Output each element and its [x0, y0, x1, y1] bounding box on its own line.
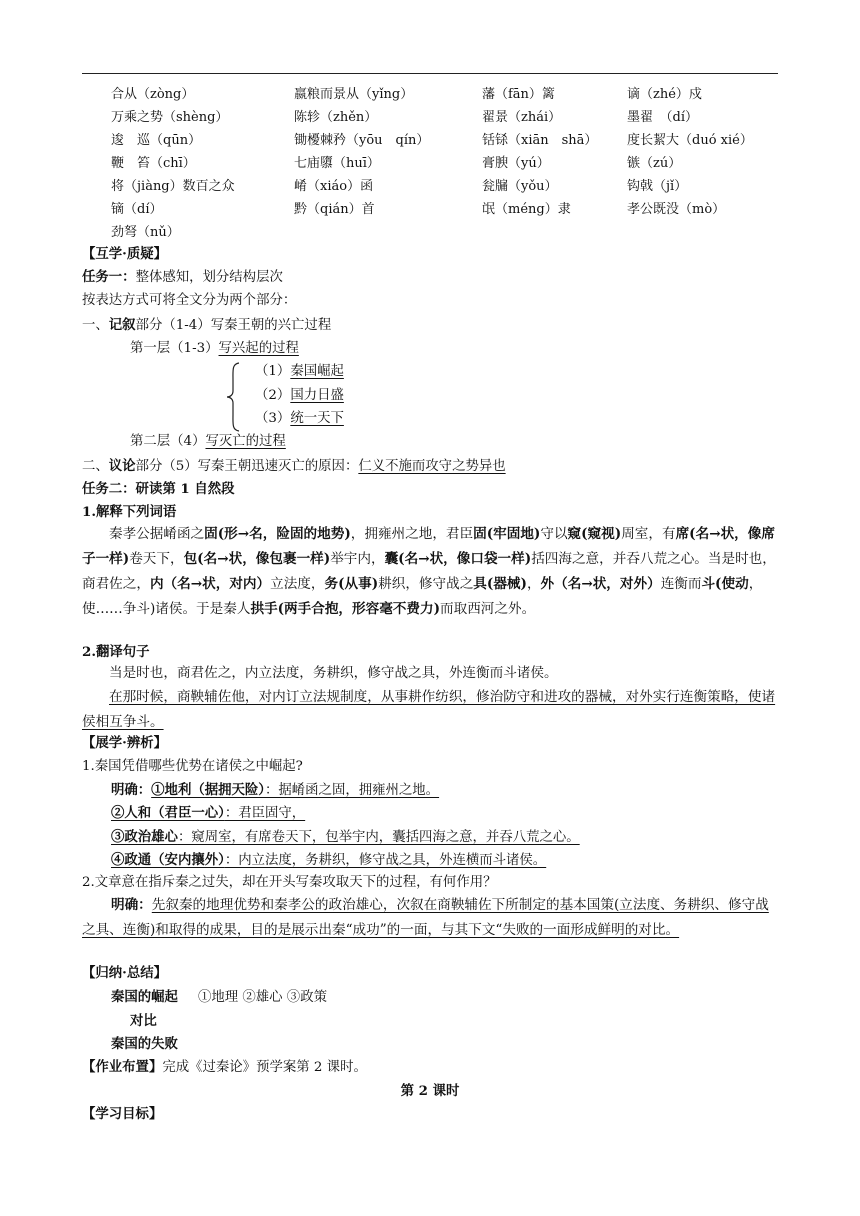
layer2-answer: 写灭亡的过程: [205, 434, 286, 449]
pinyin-entry: 膏腴（yú）: [482, 156, 550, 171]
layer1-line: [130, 338, 299, 360]
sub-item-3: [255, 408, 344, 430]
glossed-term: 外（名→状，对外）: [540, 576, 661, 592]
answer-4: [111, 849, 546, 872]
paragraph-text: 连衡而: [660, 576, 702, 592]
rise-label: 秦国的崛起: [111, 989, 178, 1005]
section-zhanxue: 【展学·辨析】: [82, 735, 168, 751]
question-2-answer: [82, 893, 782, 943]
part1-keyword: 记叙: [108, 317, 136, 333]
answer-4-text: ：内立法度，务耕织，修守战之具，外连横而斗诸侯。: [224, 853, 547, 868]
paragraph-text: 守以: [540, 526, 568, 542]
pinyin-entry: 谪（zhé）戍: [627, 87, 702, 102]
pinyin-entry: 镞（zú）: [627, 156, 682, 171]
paragraph-text: 卷天下，: [129, 551, 184, 567]
pinyin-entry: 七庙隳（huī）: [294, 156, 380, 171]
layer2-prefix: 第二层（4）: [130, 434, 206, 449]
paragraph-text: ，: [526, 576, 541, 592]
sub-item-3-prefix: （3）: [255, 411, 291, 426]
pinyin-entry: 翟景（zhái）: [482, 110, 562, 125]
pinyin-entry: 孝公既没（mò）: [627, 202, 726, 217]
sub-item-1-answer: 秦国崛起: [290, 364, 344, 379]
pinyin-entry: 嬴粮而景从（yǐng）: [294, 87, 414, 102]
task1-line: [82, 266, 283, 289]
question-1: 1.秦国凭借哪些优势在诸侯之中崛起?: [82, 759, 303, 774]
pinyin-entry: 钩戟（jǐ）: [627, 179, 688, 194]
header-rule: [82, 73, 778, 74]
task2-heading: 任务二：研读第 1 自然段: [82, 481, 235, 497]
glossed-term: 固(牢固地): [473, 526, 541, 542]
paragraph-text: 举宇内，: [330, 551, 385, 567]
paragraph-text: ，拥雍州之地，君臣: [350, 526, 474, 542]
translate-source: 当是时也，商君佐之，内立法度，务耕织，修守战之具，外连衡而斗诸侯。: [109, 665, 558, 681]
glossed-term: 囊(名→状，像口袋一样): [384, 551, 532, 567]
pinyin-entry: 铦铩（xiān shā）: [482, 133, 598, 148]
part2-line: [82, 455, 506, 478]
pinyin-entry: 氓（méng）隶: [482, 202, 571, 217]
part2-text: 部分（5）写秦王朝迅速灭亡的原因：: [135, 459, 359, 474]
pinyin-entry: 度长絜大（duó xié）: [627, 133, 753, 148]
sub-item-2-answer: 国力日盛: [290, 388, 344, 403]
layer2-line: [130, 431, 286, 453]
mingque-label: 明确：: [111, 782, 152, 798]
glossed-term: 斗(使动: [701, 576, 749, 592]
answer-3-keyword: ③政治雄心: [111, 829, 178, 845]
task1-text: 整体感知，划分结构层次: [135, 270, 283, 285]
sub-item-1-prefix: （1）: [255, 364, 291, 379]
paragraph-text: 诸侯。于是秦人: [155, 601, 251, 617]
glossed-term: 固(形→名，险固的地势): [204, 526, 351, 542]
paragraph-text: 而取西河之外。: [440, 601, 536, 617]
pinyin-entry: 瓮牖（yǒu）: [482, 179, 558, 194]
paragraph-text: 周室，有: [621, 526, 676, 542]
fall-label: 秦国的失败: [111, 1036, 178, 1052]
glossed-term: 拱手(两手合抱，形容毫不费力): [250, 601, 441, 617]
glossed-term: 具(器械): [473, 576, 527, 592]
glossed-term: 务(从事): [324, 576, 379, 592]
pinyin-entry: 黔（qián）首: [294, 202, 375, 217]
translate-answer-text: 在那时候，商鞅辅佐他，对内订立法规制度，从事耕作纺织，修治防守和进攻的器械，对外实行连衡策略，使诸侯相互争斗。: [82, 689, 776, 730]
pinyin-entry: 合从（zòng）: [111, 87, 195, 102]
brace-icon: [226, 362, 240, 432]
sub-item-3-answer: 统一天下: [290, 411, 344, 426]
pinyin-entry: 鞭 笞（chī）: [111, 156, 196, 171]
glossed-term: 包(名→状，像包裹一样): [183, 551, 331, 567]
part1-line: [82, 314, 331, 337]
section-goal: 【学习目标】: [82, 1106, 163, 1122]
task1-label: 任务一：: [82, 269, 136, 285]
question-2-answer-text: 先叙秦的地理优势和秦孝公的政治雄心，次叙在商鞅辅佐下所制定的基本国策(立法度、务耕织、修守战之具、连衡)和取得的成果，目的是展示出秦“成功”的一面，与其下文“失败的一面形成鲜明的对比。: [82, 897, 769, 938]
answer-3: [111, 826, 580, 849]
question-2: 2.文章意在指斥秦之过失，却在开头写秦攻取天下的过程，有何作用？: [82, 875, 497, 890]
paragraph-text: ，使……争斗): [82, 576, 763, 617]
pinyin-entry: 将（jiàng）数百之众: [111, 179, 235, 194]
lesson-2-title: 第 2 课时: [400, 1083, 460, 1099]
answer-2-text: ：君臣固守，: [224, 806, 306, 821]
part1-prefix: 一、: [82, 318, 109, 333]
paragraph-text: 括四海之意，并吞八荒之心。当是时也，商君佐之，: [82, 551, 776, 592]
pinyin-entry: 锄櫌棘矜（yōu qín）: [294, 133, 430, 148]
paragraph-text: 立法度，: [270, 576, 325, 592]
section-huxue: 【互学·质疑】: [82, 246, 168, 262]
answer-1: [111, 779, 439, 802]
part2-keyword: 议论: [108, 458, 136, 474]
sub-item-2-prefix: （2）: [255, 388, 291, 403]
paragraph-text: 秦孝公据崤函之: [109, 526, 205, 542]
rise-points: ①地理 ②雄心 ③政策: [197, 990, 327, 1005]
pinyin-entry: 万乘之势（shèng）: [111, 110, 229, 125]
pinyin-entry: 劲弩（nǔ）: [111, 225, 180, 240]
sub-item-1: [255, 361, 344, 383]
answer-3-text: ：窥周室，有席卷天下，包举宇内，囊括四海之意，并吞八荒之心。: [177, 830, 580, 845]
answer-2-keyword: ②人和（君臣一心）: [111, 805, 225, 821]
answer-4-keyword: ④政通（安内攘外）: [111, 852, 225, 868]
translate-answer: [82, 685, 782, 735]
answer-2: [111, 802, 305, 825]
answer-1-keyword: ①地利（据拥天险）: [151, 782, 265, 798]
glossed-term: 席(名→状，像席子一样): [82, 526, 775, 567]
pinyin-entry: 墨翟 （dí）: [627, 110, 698, 125]
answer-1-text: ：据崤函之固，拥雍州之地。: [265, 783, 440, 798]
pinyin-entry: 崤（xiáo）函: [294, 179, 374, 194]
rise-line: [111, 986, 327, 1009]
sub-item-2: [255, 385, 344, 407]
part2-answer: 仁义不施而攻守之势异也: [358, 459, 506, 474]
glossed-term: 窥(窥视): [567, 526, 622, 542]
contrast-label: 对比: [130, 1013, 157, 1029]
part2-prefix: 二、: [82, 459, 109, 474]
part1-text: 部分（1-4）写秦王朝的兴亡过程: [135, 318, 332, 333]
pinyin-entry: 镝（dí）: [111, 202, 163, 217]
divide-intro: 按表达方式可将全文分为两个部分：: [82, 293, 297, 308]
section-guina: 【归纳·总结】: [82, 965, 168, 981]
explain-title: 1.解释下列词语: [82, 504, 177, 520]
layer1-answer: 写兴起的过程: [218, 341, 299, 356]
translate-title: 2.翻译句子: [82, 644, 150, 660]
pinyin-entry: 陈轸（zhěn）: [294, 110, 378, 125]
pinyin-entry: 藩（fān）篱: [482, 87, 555, 102]
mingque-label-2: 明确：: [111, 897, 152, 913]
homework-label: 【作业布置】: [82, 1059, 163, 1075]
glossed-term: 内（名→状，对内）: [149, 576, 271, 592]
explain-paragraph: [82, 522, 782, 622]
paragraph-text: 耕织，修守战之: [378, 576, 474, 592]
homework-text: 完成《过秦论》预学案第 2 课时。: [162, 1060, 367, 1075]
pinyin-entry: 逡 巡（qūn）: [111, 133, 202, 148]
layer1-prefix: 第一层（1-3）: [130, 341, 219, 356]
homework-line: [82, 1056, 367, 1079]
